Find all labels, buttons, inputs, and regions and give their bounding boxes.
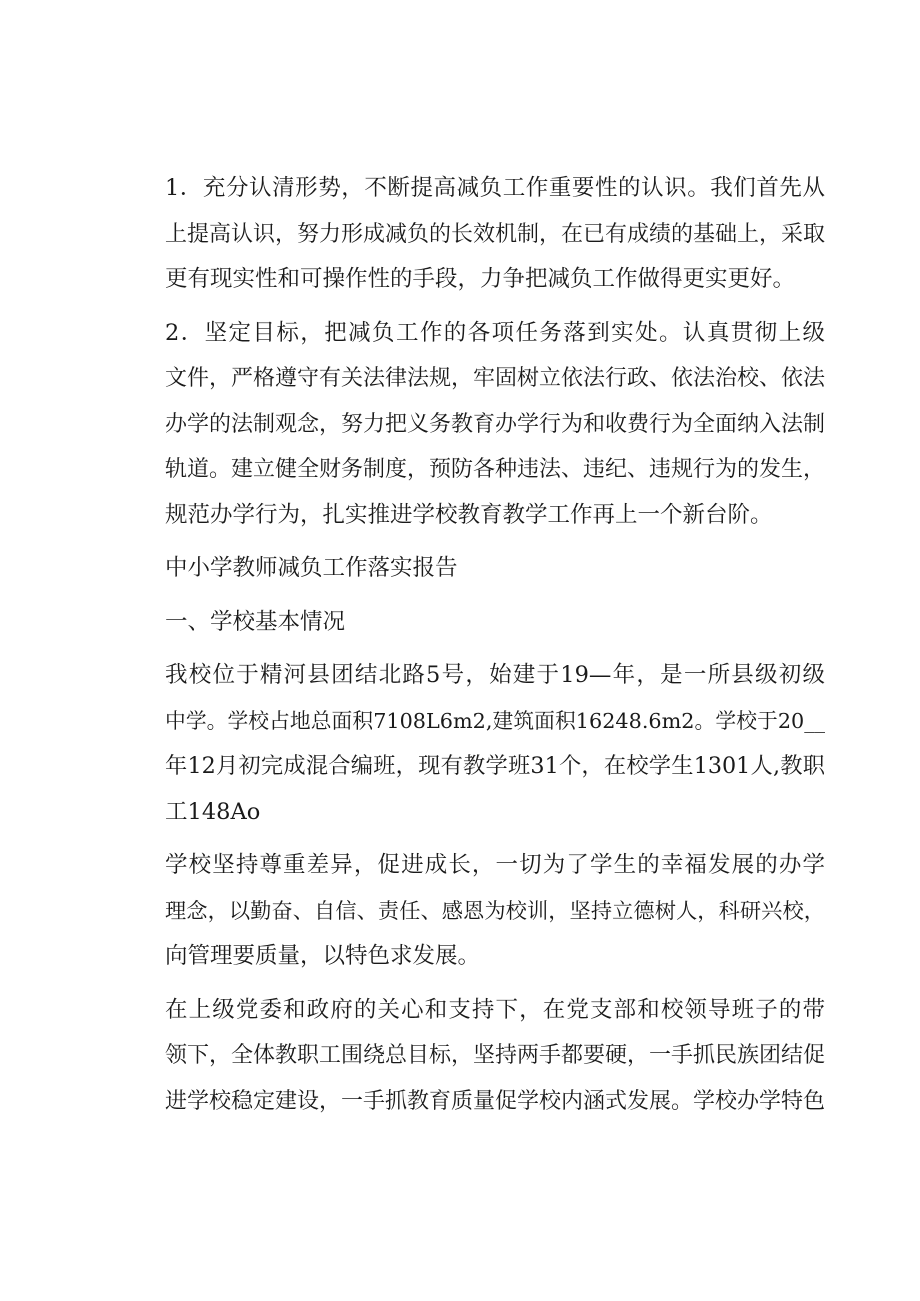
text-line: 更有现实性和可操作性的手段，力争把减负工作做得更实更好。 (165, 266, 796, 292)
text-line: 我校位于精河县团结北路5号，始建于19—年，是一所县级初级 (165, 662, 825, 688)
text-line: 文件，严格遵守有关法律法规，牢固树立依法行政、依法治校、依法 (165, 366, 826, 391)
paragraph-5 (120, 988, 825, 1125)
text-line: 规范办学行为，扎实推进学校教育教学工作再上一个新台阶。 (165, 501, 773, 528)
paragraph-3 (120, 653, 825, 835)
text-line: 领下，全体教职工围绕总目标，坚持两手都要硬，一手抓民族团结促 (165, 1043, 826, 1068)
text-line: 上提高认识，努力形成减负的长效机制，在已有成绩的基础上，采取 (165, 221, 826, 247)
text-line: 年12月初完成混合编班，现有教学班31个，在校学生1301人,教职 (165, 753, 825, 779)
text-line: 在上级党委和政府的关心和支持下，在党支部和校领导班子的带 (165, 996, 825, 1023)
report-title: 中小学教师减负工作落实报告 (165, 555, 458, 581)
paragraph-1 (120, 166, 825, 303)
text-line: 向管理要质量，以特色求发展。 (165, 943, 481, 969)
text-line: 学校坚持尊重差异，促进成长，一切为了学生的幸福发展的办学 (165, 852, 825, 878)
text-line: 办学的法制观念，努力把义务教育办学行为和收费行为全面纳入法制 (165, 411, 826, 437)
paragraph-4 (120, 843, 825, 980)
section-heading: 一、学校基本情况 (165, 608, 346, 635)
text-line: 进学校稳定建设，一手抓教育质量促学校内涵式发展。学校办学特色 (165, 1088, 826, 1114)
text-line: 工148Ao (165, 798, 261, 825)
text-line: 轨道。建立健全财务制度，预防各种违法、违纪、违规行为的发生， (165, 457, 826, 482)
text-line: 1．充分认清形势，不断提高减负工作重要性的认识。我们首先从 (165, 175, 825, 201)
text-line: 2．坚定目标，把减负工作的各项任务落到实处。认真贯彻上级 (165, 319, 825, 346)
document-body (120, 166, 825, 1132)
paragraph-2 (120, 311, 825, 539)
text-line: 中学。学校占地总面积7108L6m2,建筑面积16248.6m2。学校于20__ (165, 708, 825, 733)
text-line: 理念，以勤奋、自信、责任、感恩为校训，坚持立德树人，科研兴校， (165, 898, 825, 924)
